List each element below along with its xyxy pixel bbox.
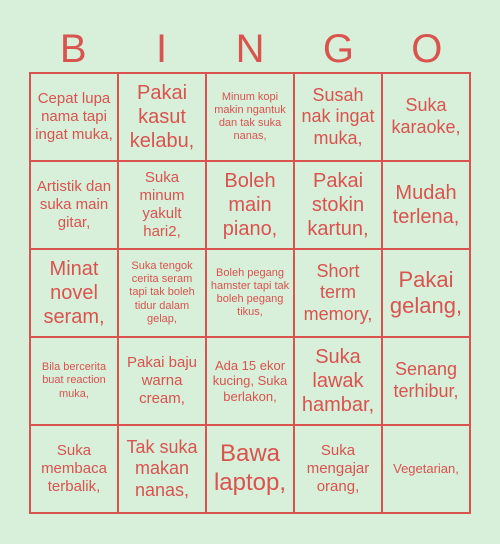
header-letter-g: G (322, 27, 354, 71)
bingo-cell[interactable]: Pakai stokin kartun, (294, 161, 382, 249)
bingo-cell[interactable]: Boleh main piano, (206, 161, 294, 249)
bingo-cell[interactable]: Suka minum yakult hari2, (118, 161, 206, 249)
bingo-cell[interactable]: Pakai baju warna cream, (118, 337, 206, 425)
bingo-cell[interactable]: Ada 15 ekor kucing, Suka berlakon, (206, 337, 294, 425)
bingo-cell[interactable]: Vegetarian, (382, 425, 470, 513)
bingo-cell[interactable]: Minum kopi makin ngantuk dan tak suka nanas, (206, 73, 294, 161)
header-letter-o: O (411, 27, 443, 71)
bingo-cell[interactable]: Cepat lupa nama tapi ingat muka, (30, 73, 118, 161)
bingo-cell[interactable]: Susah nak ingat muka, (294, 73, 382, 161)
bingo-board (29, 72, 471, 514)
header-letter-b: B (59, 27, 87, 71)
header-letter-n: N (235, 27, 265, 71)
bingo-cell[interactable]: Pakai kasut kelabu, (118, 73, 206, 161)
bingo-header (29, 24, 471, 74)
bingo-cell[interactable]: Suka karaoke, (382, 73, 470, 161)
bingo-cell[interactable]: Minat novel seram, (30, 249, 118, 337)
bingo-cell[interactable]: Artistik dan suka main gitar, (30, 161, 118, 249)
header-letter-i: I (156, 27, 168, 71)
bingo-cell[interactable]: Bila bercerita buat reaction muka, (30, 337, 118, 425)
bingo-cell[interactable]: Suka lawak hambar, (294, 337, 382, 425)
bingo-cell[interactable]: Suka membaca terbalik, (30, 425, 118, 513)
bingo-cell[interactable]: Senang terhibur, (382, 337, 470, 425)
bingo-cell[interactable]: Short term memory, (294, 249, 382, 337)
bingo-cell[interactable]: Boleh pegang hamster tapi tak boleh pegang tikus, (206, 249, 294, 337)
bingo-cell[interactable]: Pakai gelang, (382, 249, 470, 337)
bingo-cell[interactable]: Mudah terlena, (382, 161, 470, 249)
bingo-cell[interactable]: Suka mengajar orang, (294, 425, 382, 513)
bingo-cell[interactable]: Bawa laptop, (206, 425, 294, 513)
bingo-cell[interactable]: Tak suka makan nanas, (118, 425, 206, 513)
bingo-cell[interactable]: Suka tengok cerita seram tapi tak boleh tidur dalam gelap, (118, 249, 206, 337)
